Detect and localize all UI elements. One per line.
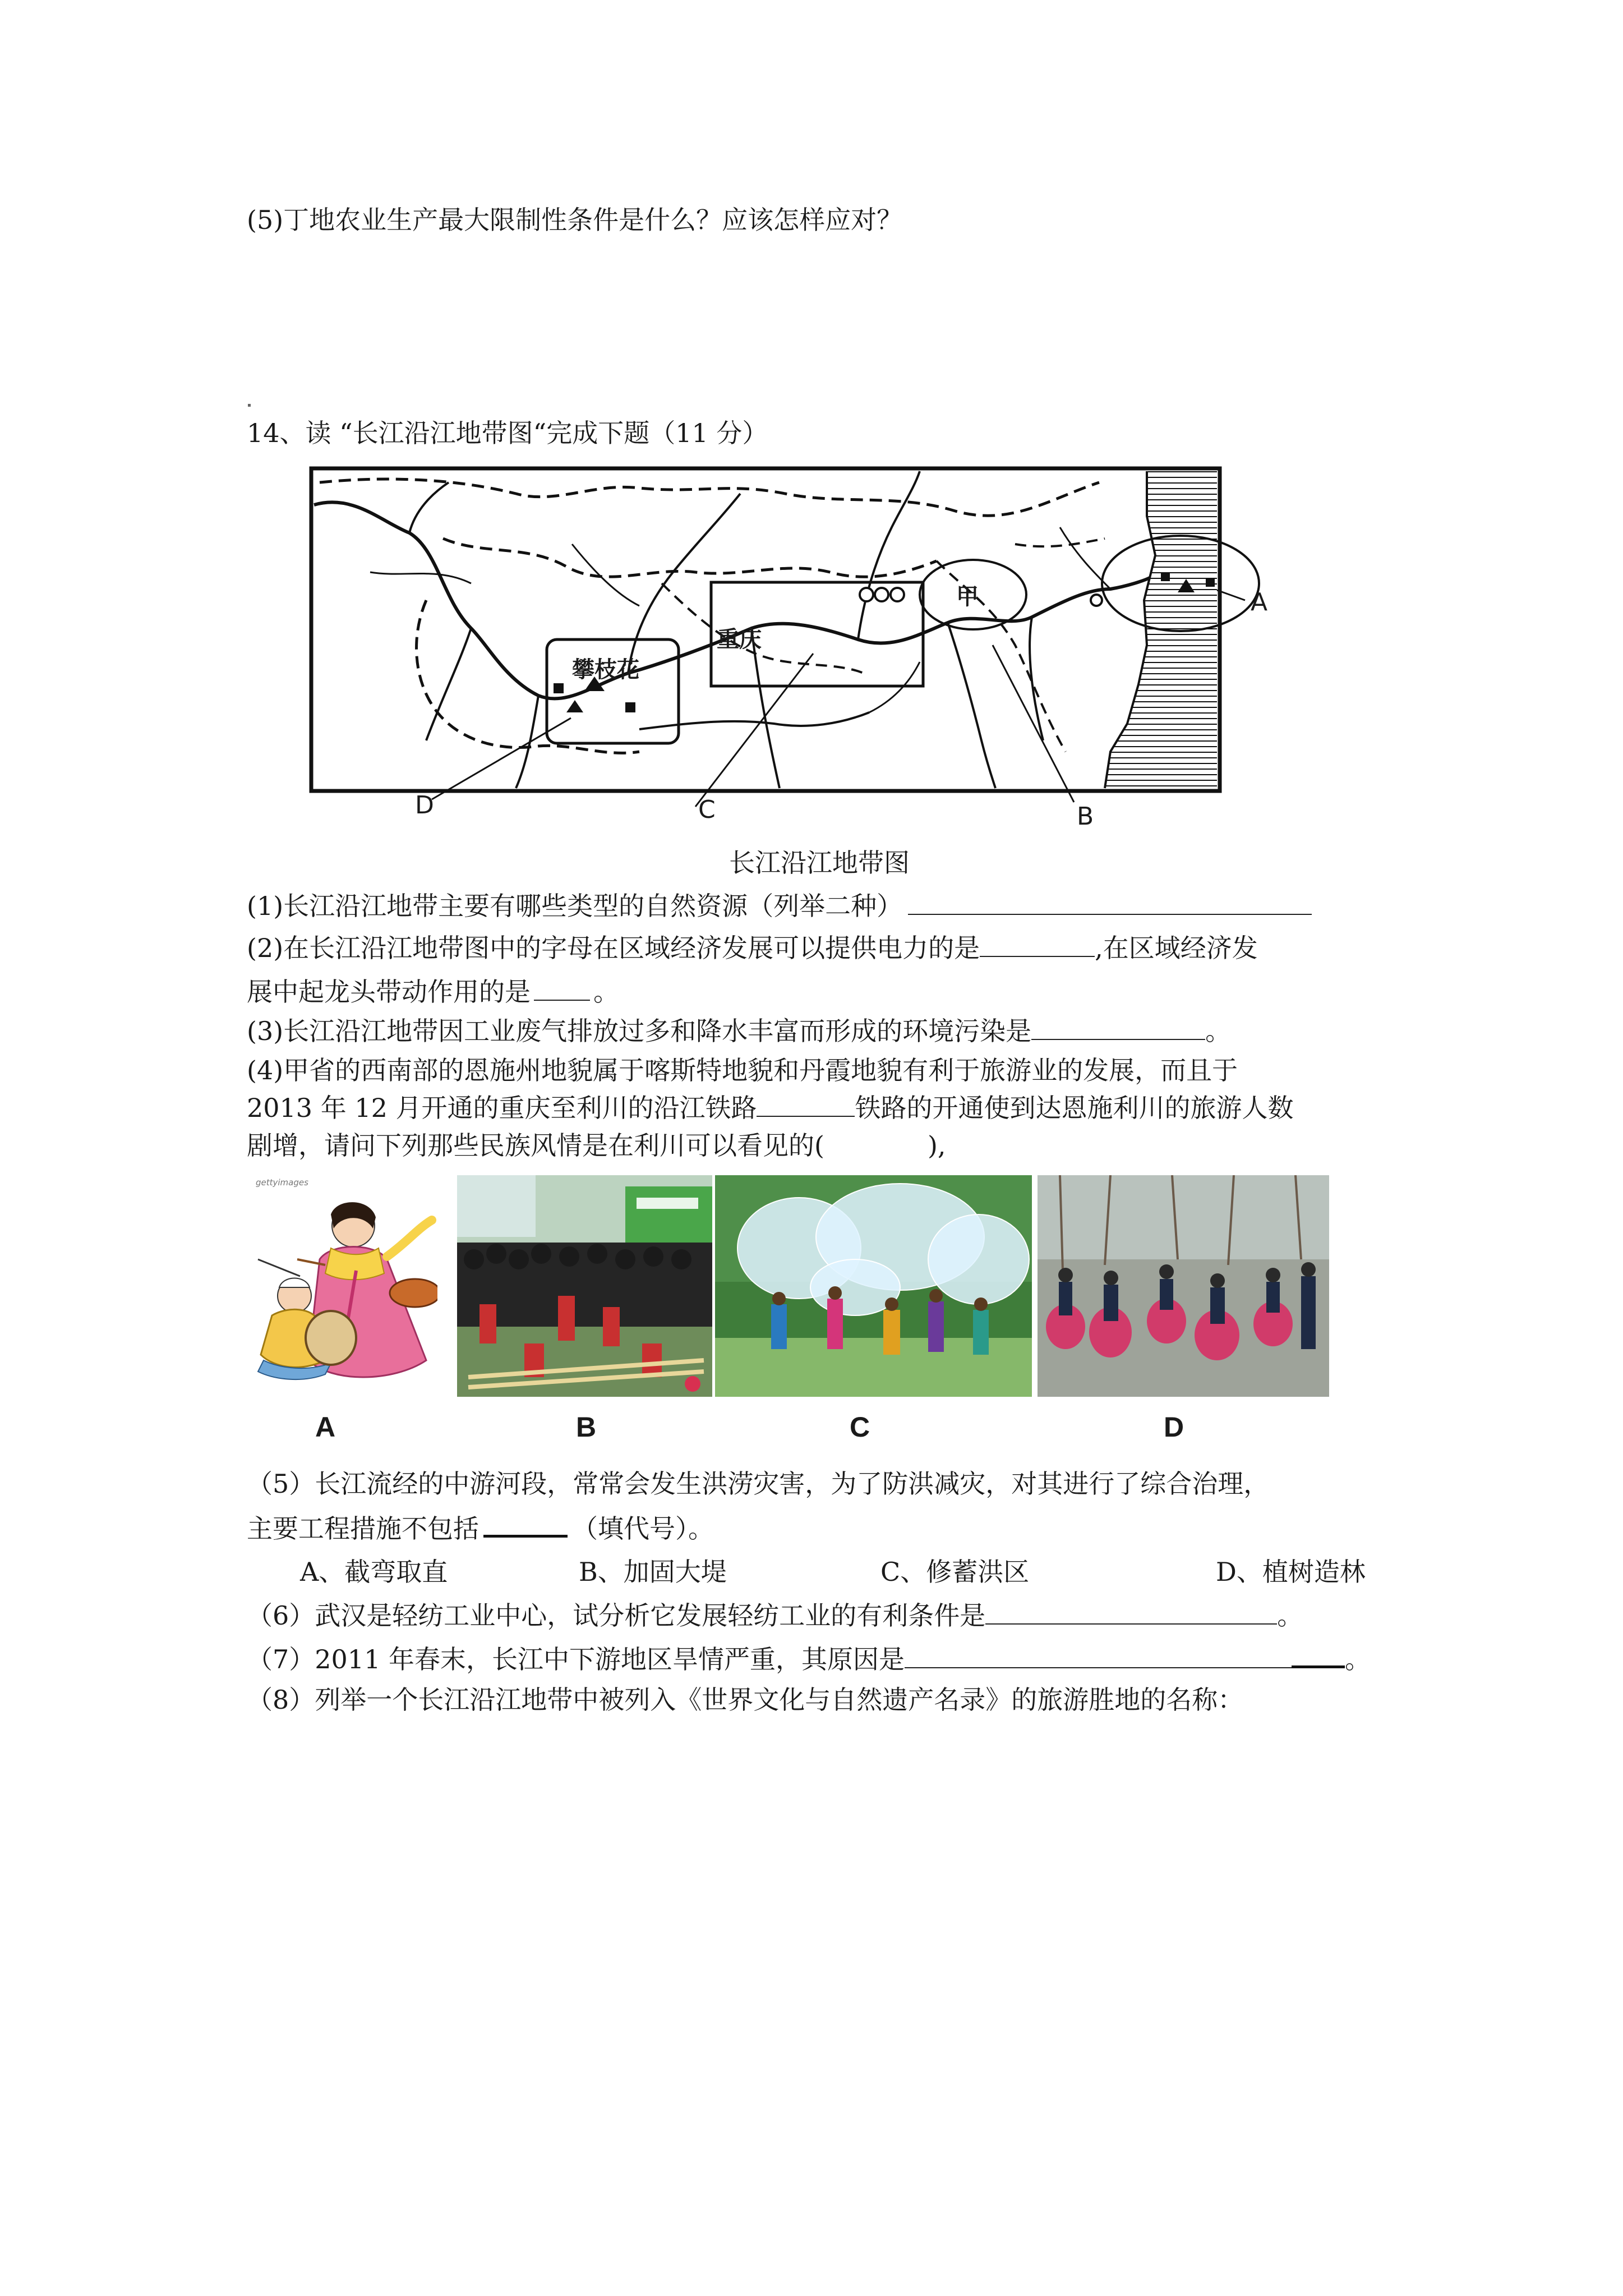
jia-label: 甲 bbox=[956, 584, 979, 610]
q4-line3: 剧增，请问下列那些民族风情是在利川可以看见的( ), bbox=[247, 1130, 946, 1161]
q3-line bbox=[247, 1014, 1231, 1048]
q2-text-a: (2)在长江沿江地带图中的字母在区域经济发展可以提供电力的是 bbox=[247, 933, 980, 963]
q7-text: （7）2011 年春末，长江中下游地区旱情严重，其原因是 bbox=[247, 1644, 905, 1674]
photo-label-c: C bbox=[850, 1411, 870, 1443]
q5-option-a[interactable]: A、截弯取直 bbox=[300, 1557, 448, 1587]
q6-line bbox=[247, 1599, 1303, 1632]
q4-railway-blank[interactable] bbox=[757, 1091, 855, 1117]
q2-power-blank[interactable] bbox=[980, 931, 1095, 957]
photo-a-watermark: gettyimages bbox=[256, 1177, 308, 1188]
map-letter-c: C bbox=[698, 795, 716, 824]
q1-answer-blank[interactable] bbox=[908, 889, 1312, 915]
map-letter-b: B bbox=[1077, 802, 1094, 831]
q4-line2 bbox=[247, 1091, 1293, 1125]
photo-c-water-splashing-festival[interactable] bbox=[715, 1175, 1032, 1397]
q7-period: 。 bbox=[1344, 1644, 1371, 1674]
q1-line bbox=[247, 889, 1312, 923]
q5-option-b[interactable]: B、加固大堤 bbox=[579, 1557, 727, 1587]
q5-text-b: （填代号）。 bbox=[572, 1513, 714, 1544]
map-frame bbox=[311, 468, 1220, 791]
q6-period: 。 bbox=[1277, 1600, 1303, 1631]
stray-dot bbox=[248, 404, 251, 407]
photo-b-bamboo-dance[interactable] bbox=[457, 1175, 712, 1397]
q6-answer-blank[interactable] bbox=[985, 1599, 1277, 1625]
q2-text-b: ,在区域经济发 bbox=[1095, 933, 1258, 963]
q3-answer-blank[interactable] bbox=[1031, 1014, 1205, 1040]
q14-title: 14、读 “长江沿江地带图“完成下题（11 分） bbox=[247, 418, 768, 448]
q7-line bbox=[247, 1641, 1371, 1676]
q4-line1: (4)甲省的西南部的恩施州地貌属于喀斯特地貌和丹霞地貌有利于旅游业的发展，而且于 bbox=[247, 1055, 1238, 1085]
photo-label-a: A bbox=[315, 1411, 336, 1443]
yangtze-map-figure bbox=[303, 460, 1267, 841]
q5-option-d[interactable]: D、植树造林 bbox=[1216, 1557, 1366, 1587]
photo-label-b: B bbox=[576, 1411, 597, 1443]
q2-text-d: 。 bbox=[593, 977, 619, 1007]
q3-period: 。 bbox=[1205, 1016, 1232, 1046]
q2-line2 bbox=[247, 975, 619, 1009]
q5-answer-blank[interactable] bbox=[483, 1510, 568, 1538]
photo-d-minority-dance-parade[interactable] bbox=[1038, 1175, 1329, 1397]
q5-text-a: 主要工程措施不包括 bbox=[247, 1513, 479, 1544]
q2-text-c: 展中起龙头带动作用的是 bbox=[247, 977, 531, 1007]
q2-leader-blank[interactable] bbox=[534, 975, 590, 1001]
chongqing-label: 重庆 bbox=[717, 627, 762, 652]
map-letter-d: D bbox=[415, 791, 434, 820]
q4-text-b: 铁路的开通使到达恩施利川的旅游人数 bbox=[855, 1093, 1294, 1123]
yangtze-map-drawing bbox=[303, 460, 1267, 841]
q5-option-c[interactable]: C、修蓄洪区 bbox=[880, 1557, 1030, 1587]
map-caption: 长江沿江地带图 bbox=[729, 848, 910, 878]
q5-line2 bbox=[247, 1510, 714, 1545]
q7-answer-blank[interactable] bbox=[905, 1642, 1292, 1668]
q1-text: (1)长江沿江地带主要有哪些类型的自然资源（列举二种） bbox=[247, 891, 903, 921]
q3-text: (3)长江沿江地带因工业废气排放过多和降水丰富而形成的环境污染是 bbox=[247, 1016, 1032, 1046]
q13-part5-text: (5)丁地农业生产最大限制性条件是什么？应该怎样应对？ bbox=[247, 205, 903, 235]
q6-text: （6）武汉是轻纺工业中心，试分析它发展轻纺工业的有利条件是 bbox=[247, 1600, 986, 1631]
q8-line: （8）列举一个长江沿江地带中被列入《世界文化与自然遗产名录》的旅游胜地的名称： bbox=[247, 1685, 1244, 1715]
q2-line1 bbox=[247, 931, 1258, 965]
photo-a-korean-dancers[interactable] bbox=[247, 1175, 437, 1397]
photo-label-d: D bbox=[1164, 1411, 1184, 1443]
panzhihua-label: 攀枝花 bbox=[572, 657, 639, 683]
map-letter-a: A bbox=[1251, 588, 1268, 616]
q5-line1: （5）长江流经的中游河段，常常会发生洪涝灾害，为了防洪减灾，对其进行了综合治理， bbox=[247, 1469, 1270, 1499]
q4-text-a: 2013 年 12 月开通的重庆至利川的沿江铁路 bbox=[247, 1093, 757, 1123]
q7-answer-blank-end bbox=[1292, 1641, 1345, 1668]
